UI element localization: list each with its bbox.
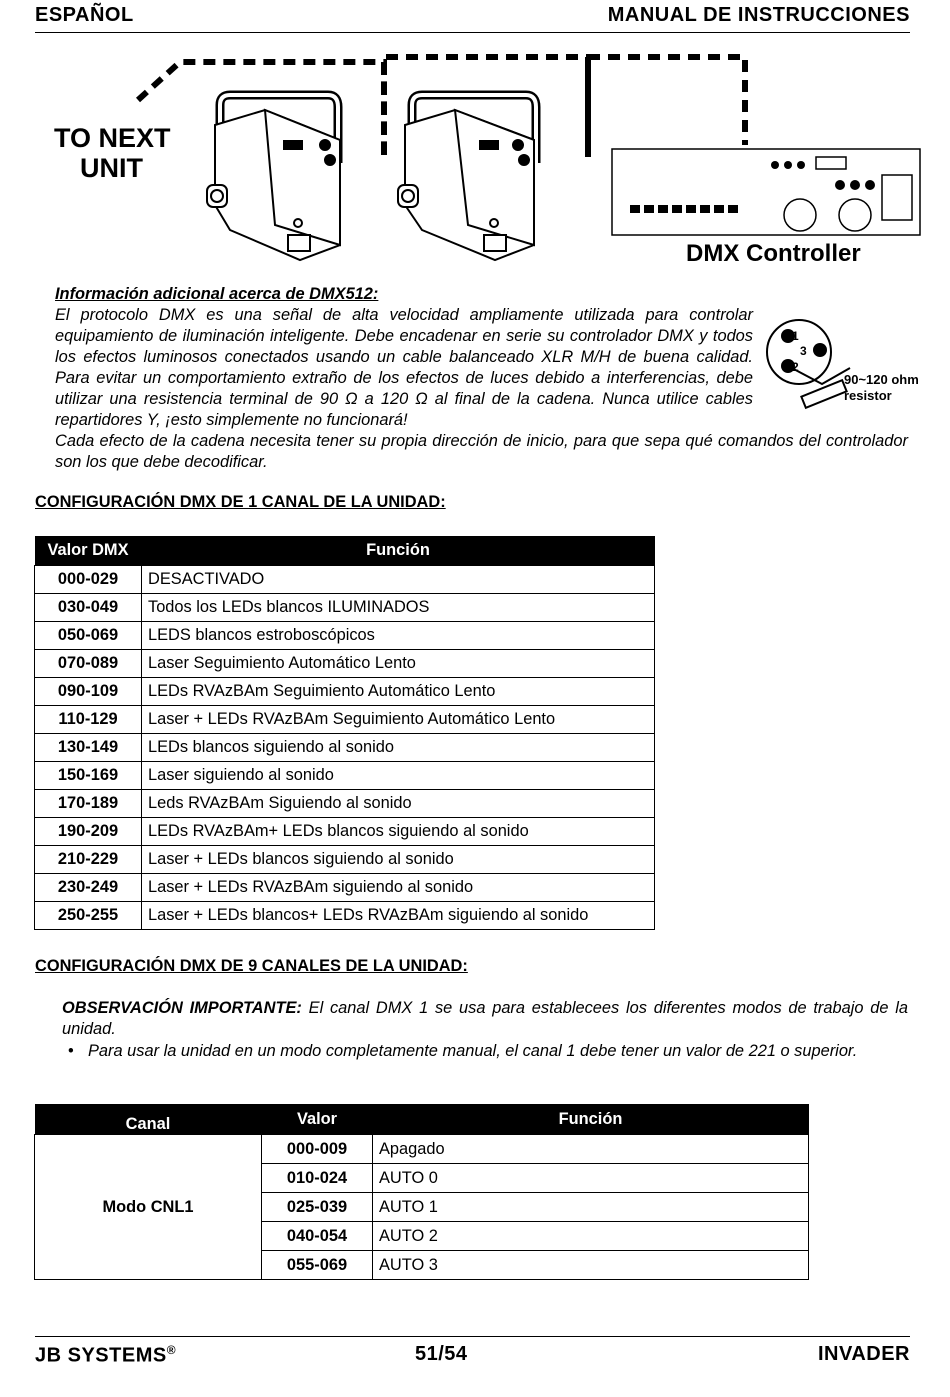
dmx-controller-icon — [612, 149, 920, 235]
table-row — [35, 678, 655, 706]
col-funcion: Función — [373, 1104, 809, 1135]
registered-mark: ® — [166, 1343, 177, 1357]
function-cell: AUTO 0 — [373, 1164, 809, 1193]
to-next-unit-line2: UNIT — [80, 153, 143, 183]
xlr-pin-2: 2 — [792, 360, 799, 374]
value-cell: 010-024 — [262, 1164, 373, 1193]
dmx-value-cell: 230-249 — [35, 874, 142, 902]
table-row — [35, 566, 655, 594]
dmx-value-cell: 170-189 — [35, 790, 142, 818]
function-cell: Laser + LEDs blancos+ LEDs RVAzBAm siguiendo al sonido — [142, 902, 655, 930]
table-row — [35, 818, 655, 846]
function-cell: Leds RVAzBAm Siguiendo al sonido — [142, 790, 655, 818]
fixture-2 — [398, 95, 536, 260]
function-cell: Laser siguiendo al sonido — [142, 762, 655, 790]
page-footer — [35, 1336, 910, 1377]
table-row — [35, 594, 655, 622]
dmx-value-cell: 210-229 — [35, 846, 142, 874]
col-valor: Valor — [262, 1104, 373, 1135]
table-row — [35, 622, 655, 650]
to-next-unit-line1: TO NEXT — [54, 123, 171, 153]
col-valor-dmx: Valor DMX — [35, 536, 142, 566]
table-row — [35, 790, 655, 818]
function-cell: Laser Seguimiento Automático Lento — [142, 650, 655, 678]
table-row — [35, 734, 655, 762]
function-cell: AUTO 3 — [373, 1251, 809, 1280]
dmx-value-cell: 250-255 — [35, 902, 142, 930]
bullet-text: Para usar la unidad en un modo completamente manual, el canal 1 debe tener un valor de 221 o superior. — [88, 1042, 858, 1060]
table-row — [35, 1135, 809, 1164]
dmx512-paragraph-1: El protocolo DMX es una señal de alta velocidad ampliamente utilizada para controlar equipamiento de iluminación inteligente. Debe encadenar en serie su controlador DMX y todos los efectos luminosos conectados usando un cable balanceado XLR M/H de buena calidad. Para evitar un comportamiento extraño de los efectos de luces debido a interferencias, debe utilizar una resistencia terminal de 90 Ω a 120 Ω al final de la cadena. Nunca utilice cables repartidores Y, ¡esto simplemente no funcionará! — [55, 306, 753, 429]
table-row — [35, 902, 655, 930]
dmx-value-cell: 070-089 — [35, 650, 142, 678]
important-note-label: OBSERVACIÓN IMPORTANTE: — [62, 999, 302, 1017]
xlr-pin-1: 1 — [792, 329, 799, 343]
important-note — [62, 998, 908, 1040]
value-cell: 040-054 — [262, 1222, 373, 1251]
resistor-label-line2: resistor — [844, 388, 892, 403]
xlr-pin-3: 3 — [800, 344, 807, 358]
table-row — [35, 874, 655, 902]
dmx-value-cell: 130-149 — [35, 734, 142, 762]
header-title: MANUAL DE INSTRUCCIONES — [607, 4, 910, 26]
dmx-controller-label: DMX Controller — [686, 240, 861, 267]
function-cell: AUTO 2 — [373, 1222, 809, 1251]
table-row — [35, 706, 655, 734]
dmx-value-cell: 150-169 — [35, 762, 142, 790]
section-1ch-title: CONFIGURACIÓN DMX DE 1 CANAL DE LA UNIDAD: — [35, 493, 446, 511]
value-cell: 000-009 — [262, 1135, 373, 1164]
dmx512-title: Información adicional acerca de DMX512: — [55, 285, 379, 303]
dmx-value-cell: 030-049 — [35, 594, 142, 622]
important-note-text: El canal DMX 1 se usa para establecees los diferentes modos de trabajo de la unidad. — [62, 999, 908, 1038]
xlr-terminator-icon — [762, 318, 932, 418]
table-header-row — [35, 536, 655, 566]
header-language: ESPAÑOL — [35, 4, 134, 26]
fixture-1 — [207, 95, 340, 260]
function-cell: DESACTIVADO — [142, 566, 655, 594]
function-cell: Laser + LEDs blancos siguiendo al sonido — [142, 846, 655, 874]
function-cell: Laser + LEDs RVAzBAm Seguimiento Automático Lento — [142, 706, 655, 734]
function-cell: Apagado — [373, 1135, 809, 1164]
dmx512-paragraph-2: Cada efecto de la cadena necesita tener su propia dirección de inicio, para que sepa qué comandos del controlador son los que debe decodificar. — [55, 432, 908, 471]
function-cell: LEDs RVAzBAm Seguimiento Automático Lento — [142, 678, 655, 706]
dmx-9ch-table — [34, 1104, 809, 1280]
dmx-value-cell: 110-129 — [35, 706, 142, 734]
value-cell: 055-069 — [262, 1251, 373, 1280]
dmx-value-cell: 000-029 — [35, 566, 142, 594]
bullet-item — [68, 1041, 908, 1062]
dmx-value-cell: 190-209 — [35, 818, 142, 846]
dmx-connection-diagram — [40, 45, 930, 275]
footer-brand — [35, 1343, 176, 1368]
col-funcion: Función — [142, 536, 655, 566]
table-row — [35, 846, 655, 874]
table-row — [35, 650, 655, 678]
page-number: 51/54 — [415, 1343, 468, 1365]
function-cell: Laser + LEDs RVAzBAm siguiendo al sonido — [142, 874, 655, 902]
value-cell: 025-039 — [262, 1193, 373, 1222]
bullet-dot: • — [68, 1042, 74, 1060]
resistor-label-line1: 90~120 ohm — [844, 372, 919, 387]
dmx-value-cell: 090-109 — [35, 678, 142, 706]
section-9ch-title: CONFIGURACIÓN DMX DE 9 CANALES DE LA UNIDAD: — [35, 957, 468, 975]
dmx-value-cell: 050-069 — [35, 622, 142, 650]
table-header-row — [35, 1104, 809, 1135]
footer-brand-name: JB SYSTEMS — [35, 1344, 167, 1367]
function-cell: LEDS blancos estroboscópicos — [142, 622, 655, 650]
function-cell: Todos los LEDs blancos ILUMINADOS — [142, 594, 655, 622]
table-row — [35, 762, 655, 790]
dmx-1ch-table — [34, 536, 655, 930]
function-cell: LEDs blancos siguiendo al sonido — [142, 734, 655, 762]
function-cell: AUTO 1 — [373, 1193, 809, 1222]
footer-product: INVADER — [817, 1343, 910, 1365]
page-header — [35, 2, 910, 33]
function-cell: LEDs RVAzBAm+ LEDs blancos siguiendo al sonido — [142, 818, 655, 846]
channel-cell: Modo CNL1 — [35, 1135, 262, 1280]
col-canal: Canal — [35, 1104, 262, 1135]
